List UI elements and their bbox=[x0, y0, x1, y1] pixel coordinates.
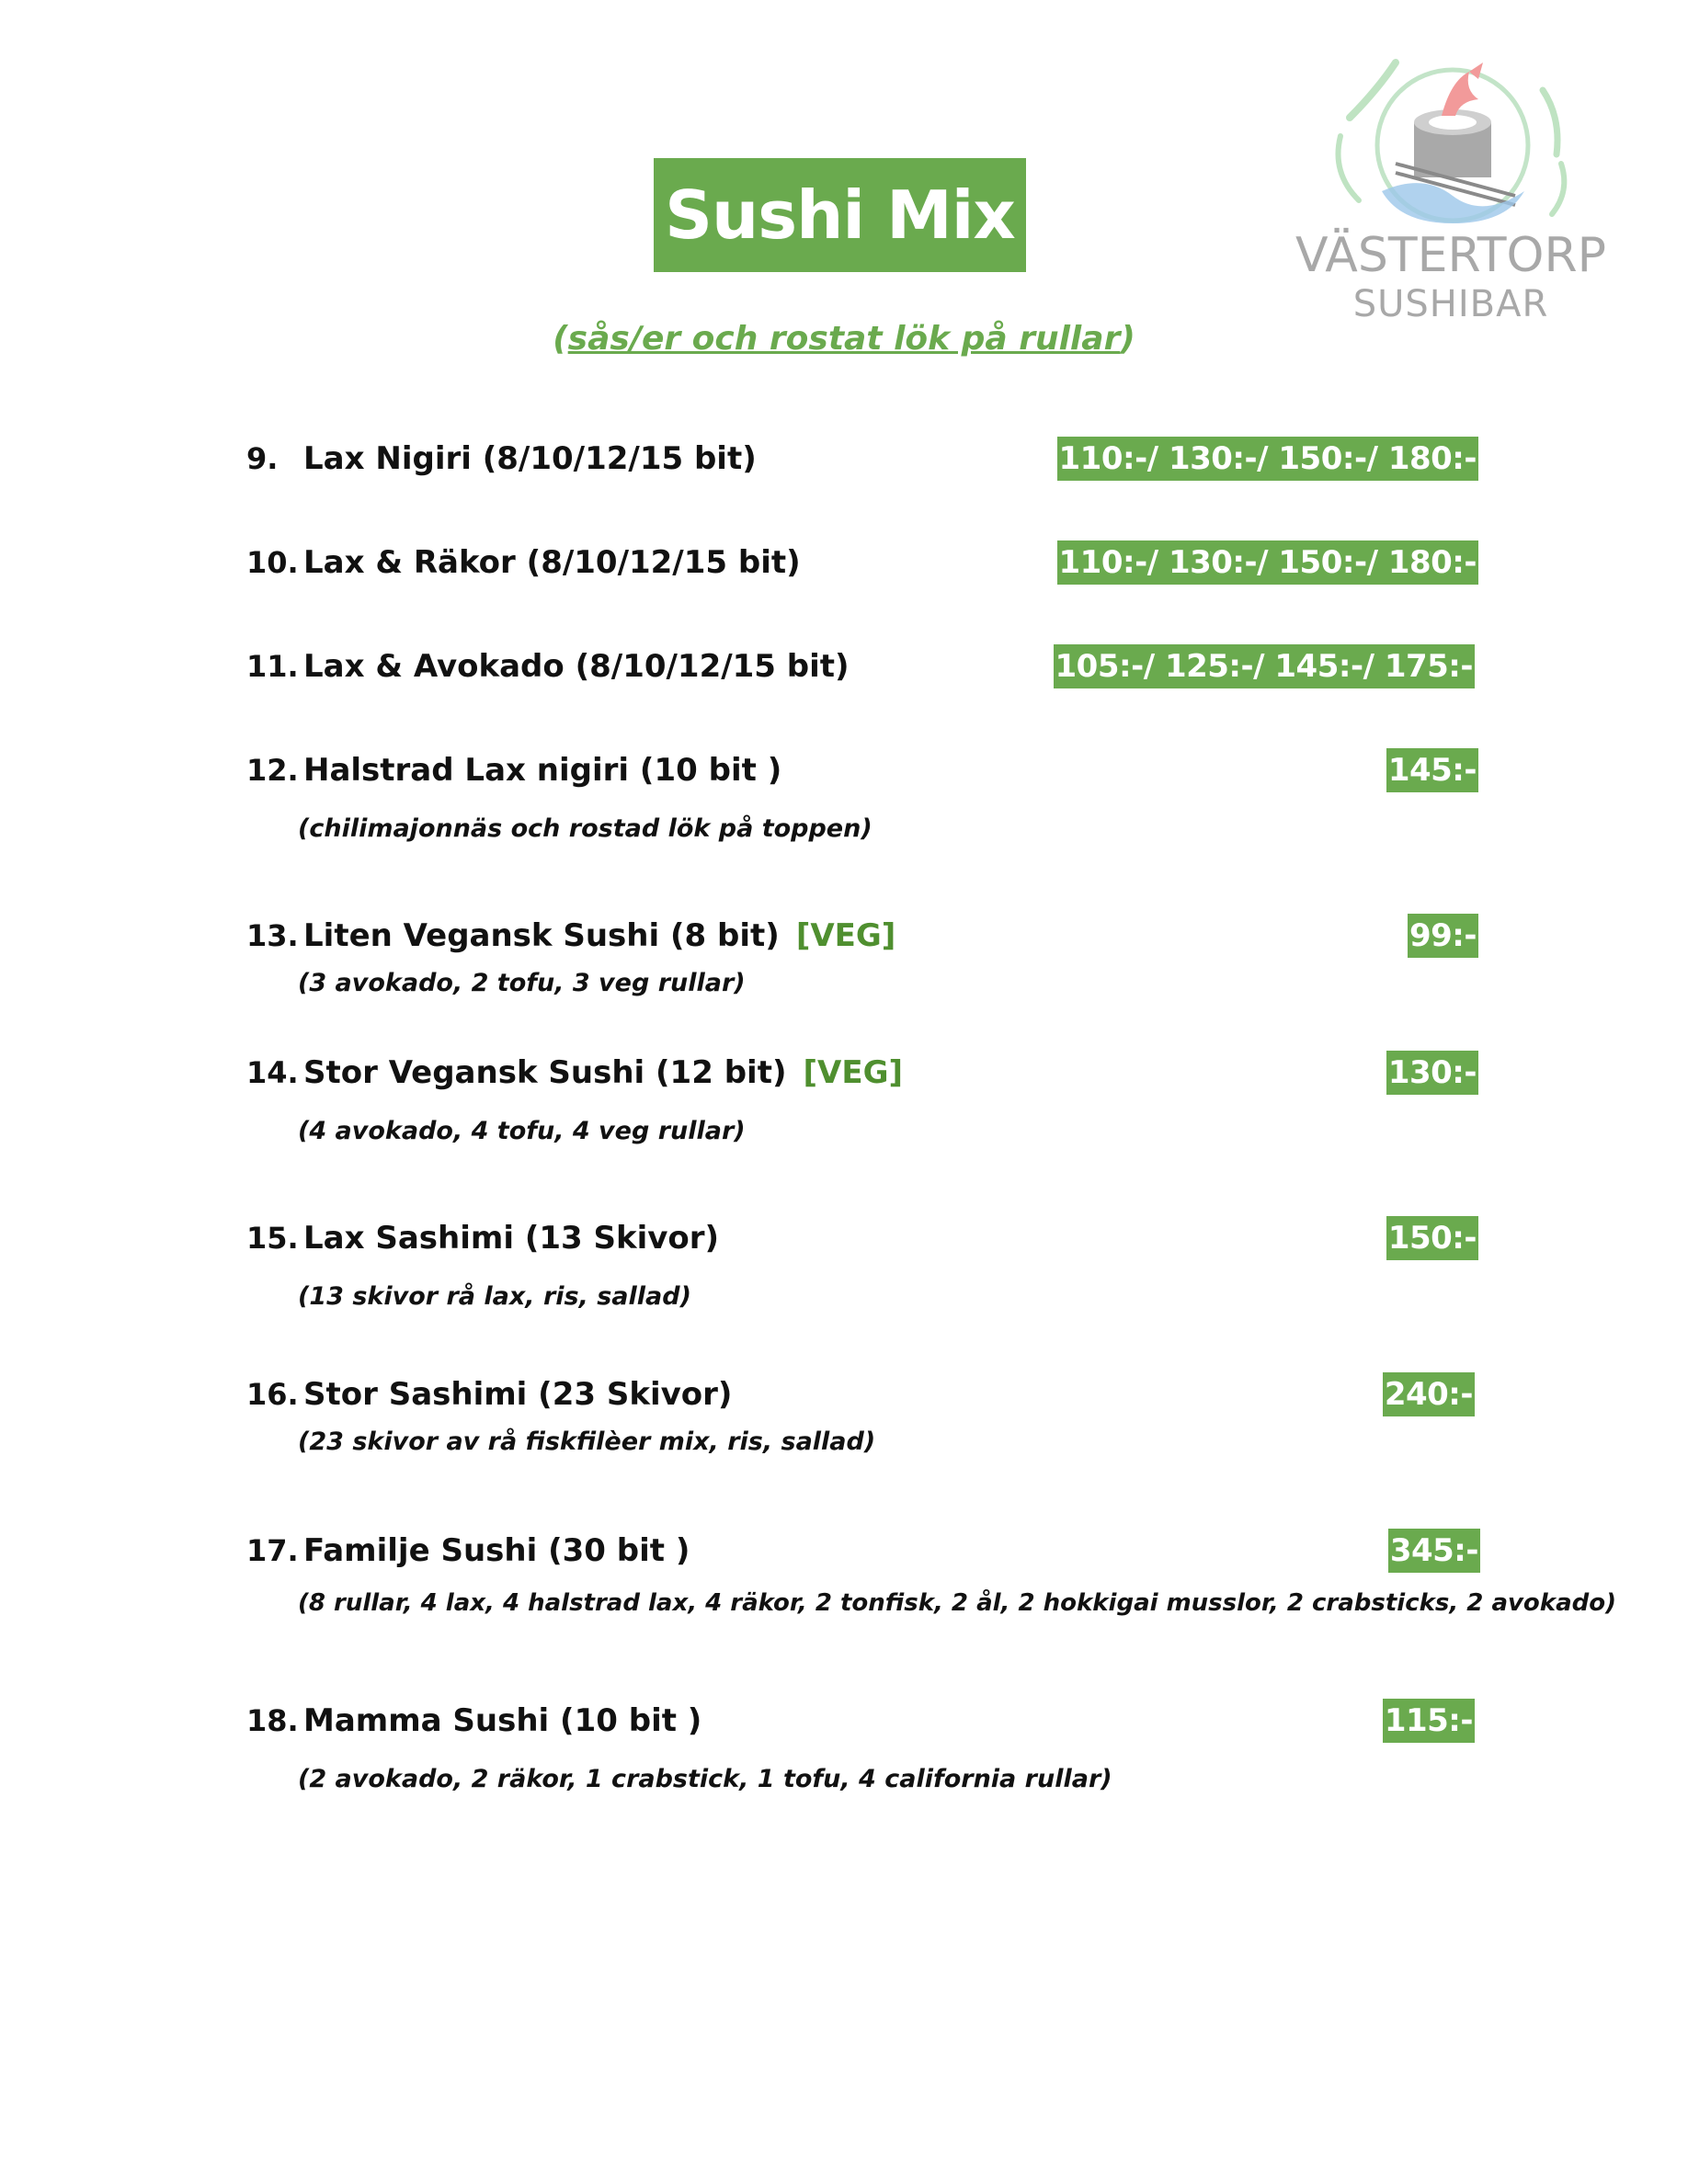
item-description: (23 skivor av rå fiskfilèer mix, ris, sallad) bbox=[298, 1428, 876, 1456]
item-number: 17. bbox=[246, 1533, 299, 1568]
subtitle-close-paren: ) bbox=[1120, 320, 1135, 358]
item-name bbox=[303, 916, 895, 956]
logo-line-1: VÄSTERTORP bbox=[1295, 228, 1606, 283]
item-name: Halstrad Lax nigiri (10 bit ) bbox=[303, 752, 782, 789]
subtitle-open-paren: ( bbox=[553, 320, 568, 358]
item-number: 16. bbox=[246, 1377, 299, 1412]
item-price: 150:- bbox=[1386, 1216, 1478, 1260]
item-price: 110:-/ 130:-/ 150:-/ 180:- bbox=[1057, 540, 1478, 585]
item-description: (3 avokado, 2 tofu, 3 veg rullar) bbox=[298, 969, 746, 997]
subtitle-text: sås/er och rostat lök på rullar bbox=[567, 320, 1121, 358]
item-name: Lax Nigiri (8/10/12/15 bit) bbox=[303, 440, 757, 477]
item-number: 18. bbox=[246, 1703, 299, 1738]
item-number: 15. bbox=[246, 1221, 299, 1256]
item-number: 11. bbox=[246, 649, 299, 684]
item-name: Lax & Räkor (8/10/12/15 bit) bbox=[303, 544, 801, 581]
item-description: (13 skivor rå lax, ris, sallad) bbox=[298, 1282, 691, 1311]
item-number: 13. bbox=[246, 918, 299, 953]
item-number: 10. bbox=[246, 545, 299, 580]
item-name: Familje Sushi (30 bit ) bbox=[303, 1532, 690, 1569]
item-price: 145:- bbox=[1386, 748, 1478, 792]
item-price: 130:- bbox=[1386, 1051, 1478, 1095]
item-price: 105:-/ 125:-/ 145:-/ 175:- bbox=[1054, 644, 1475, 688]
item-price: 110:-/ 130:-/ 150:-/ 180:- bbox=[1057, 437, 1478, 481]
item-price: 345:- bbox=[1388, 1529, 1480, 1573]
item-description: (2 avokado, 2 räkor, 1 crabstick, 1 tofu, 4 california rullar) bbox=[298, 1765, 1112, 1793]
item-name: Lax & Avokado (8/10/12/15 bit) bbox=[303, 648, 850, 685]
veg-badge: [VEG] bbox=[795, 917, 896, 954]
sushi-logo-icon bbox=[1295, 35, 1607, 237]
restaurant-logo bbox=[1295, 35, 1607, 329]
item-description: (chilimajonnäs och rostad lök på toppen) bbox=[298, 814, 873, 843]
item-name-text: Stor Vegansk Sushi (12 bit) bbox=[303, 1054, 787, 1091]
item-number: 12. bbox=[246, 753, 299, 788]
page-title: Sushi Mix bbox=[654, 158, 1026, 272]
item-number: 9. bbox=[246, 441, 279, 476]
item-number: 14. bbox=[246, 1055, 299, 1090]
item-description: (8 rullar, 4 lax, 4 halstrad lax, 4 räkor, 2 tonfisk, 2 ål, 2 hokkigai musslor, 2 crabsticks, 2 avokado) bbox=[298, 1589, 1616, 1617]
item-name-text: Liten Vegansk Sushi (8 bit) bbox=[303, 917, 780, 954]
veg-badge: [VEG] bbox=[803, 1054, 904, 1091]
item-price: 115:- bbox=[1383, 1699, 1475, 1743]
logo-line-2: SUSHIBAR bbox=[1352, 283, 1549, 325]
item-name: Stor Sashimi (23 Skivor) bbox=[303, 1376, 733, 1413]
item-name: Lax Sashimi (13 Skivor) bbox=[303, 1220, 720, 1257]
item-price: 99:- bbox=[1408, 914, 1478, 958]
item-price: 240:- bbox=[1383, 1372, 1475, 1416]
item-name bbox=[303, 1052, 903, 1093]
item-description: (4 avokado, 4 tofu, 4 veg rullar) bbox=[298, 1117, 746, 1145]
item-name: Mamma Sushi (10 bit ) bbox=[303, 1702, 702, 1739]
